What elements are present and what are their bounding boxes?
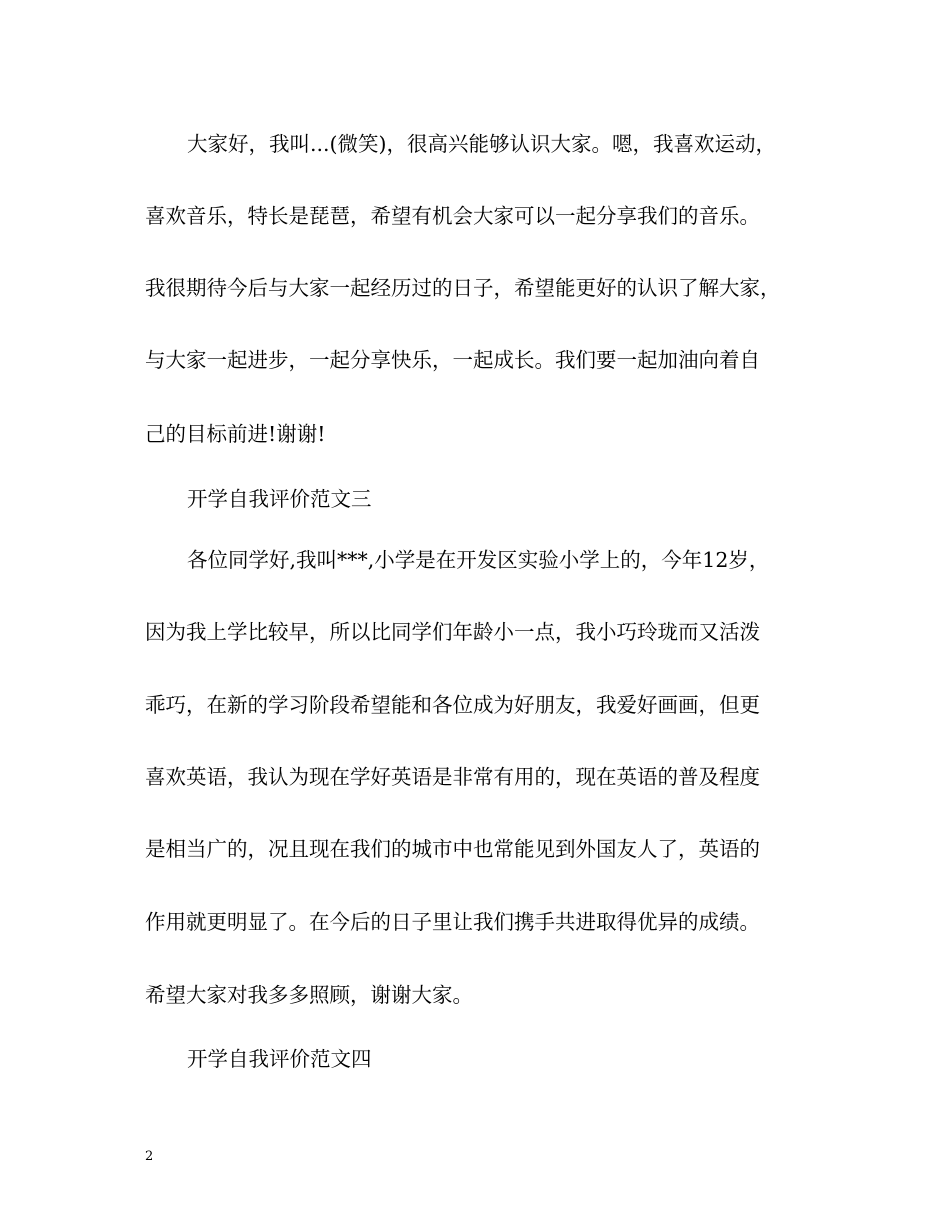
paragraph-line: 乖巧，在新的学习阶段希望能和各位成为好朋友，我爱好画画，但更: [145, 693, 760, 717]
paragraph-line: 因为我上学比较早，所以比同学们年龄小一点，我小巧玲珑而又活泼: [145, 620, 760, 644]
paragraph-line: 各位同学好,我叫***,小学是在开发区实验小学上的，今年12岁，: [187, 548, 770, 572]
paragraph-line: 我很期待今后与大家一起经历过的日子，希望能更好的认识了解大家，: [145, 276, 781, 300]
paragraph-line: 喜欢英语，我认为现在学好英语是非常有用的，现在英语的普及程度: [145, 765, 760, 789]
paragraph-line: 己的目标前进!谢谢!: [145, 422, 326, 446]
paragraph-line: 喜欢音乐，特长是琵琶，希望有机会大家可以一起分享我们的音乐。: [145, 204, 760, 228]
paragraph-line: 是相当广的，况且现在我们的城市中也常能见到外国友人了，英语的: [145, 837, 760, 861]
paragraph-line: 作用就更明显了。在今后的日子里让我们携手共进取得优异的成绩。: [145, 910, 760, 934]
page-number: 2: [145, 1149, 154, 1164]
paragraph-line: 与大家一起进步，一起分享快乐，一起成长。我们要一起加油向着自: [145, 348, 760, 372]
section-heading: 开学自我评价范文四: [187, 1047, 372, 1071]
paragraph-line: 大家好，我叫...(微笑)，很高兴能够认识大家。嗯，我喜欢运动，: [187, 132, 777, 156]
section-heading: 开学自我评价范文三: [187, 487, 372, 511]
paragraph-line: 希望大家对我多多照顾，谢谢大家。: [145, 983, 473, 1007]
